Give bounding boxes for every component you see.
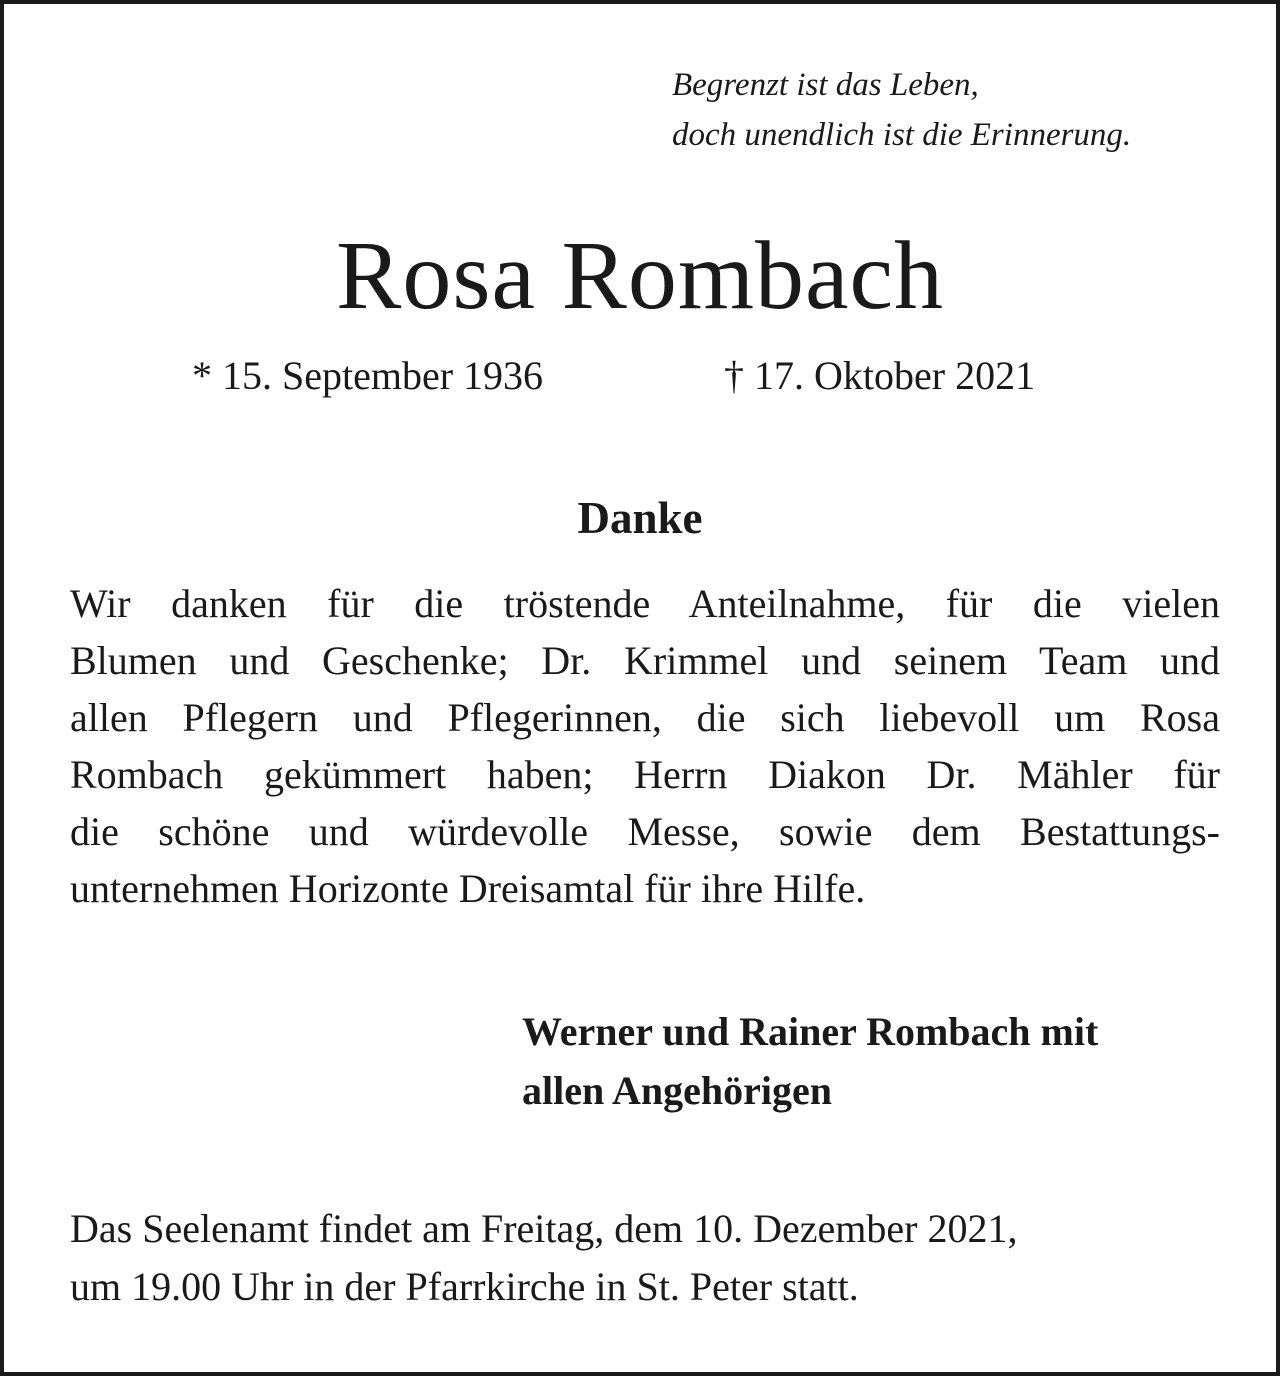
motto-line: doch unendlich ist die Erinnerung.	[672, 117, 1132, 153]
requiem-announcement	[70, 1200, 1230, 1316]
body-line: Wir danken für die tröstende Anteilnahme, für die vielen	[70, 581, 1220, 626]
body-line: die schöne und würdevolle Messe, sowie dem Bestattungs-	[70, 809, 1220, 854]
signature-line: allen Angehörigen	[522, 1068, 833, 1113]
family-signature	[522, 1002, 1222, 1120]
body-line: allen Pflegern und Pflegerinnen, die sich liebevoll um Rosa	[70, 695, 1220, 740]
thanks-body	[70, 575, 1220, 917]
deceased-name: Rosa Rombach	[335, 222, 945, 330]
signature-line: Werner und Rainer Rombach mit	[522, 1009, 1099, 1054]
announcement-line: Das Seelenamt findet am Freitag, dem 10. Dezember 2021,	[70, 1206, 1018, 1251]
body-line: Rombach gekümmert haben; Herrn Diakon Dr. Mähler für	[70, 752, 1220, 797]
motto-line: Begrenzt ist das Leben,	[672, 67, 979, 103]
death-date: † 17. Oktober 2021	[724, 353, 1036, 398]
motto-quote	[672, 60, 1232, 160]
body-line: unternehmen Horizonte Dreisamtal für ihre Hilfe.	[70, 866, 866, 911]
birth-date: * 15. September 1936	[192, 353, 544, 398]
thanks-heading: Danke	[577, 493, 703, 543]
announcement-line: um 19.00 Uhr in der Pfarrkirche in St. Peter statt.	[70, 1264, 859, 1309]
body-line: Blumen und Geschenke; Dr. Krimmel und seinem Team und	[70, 638, 1220, 683]
